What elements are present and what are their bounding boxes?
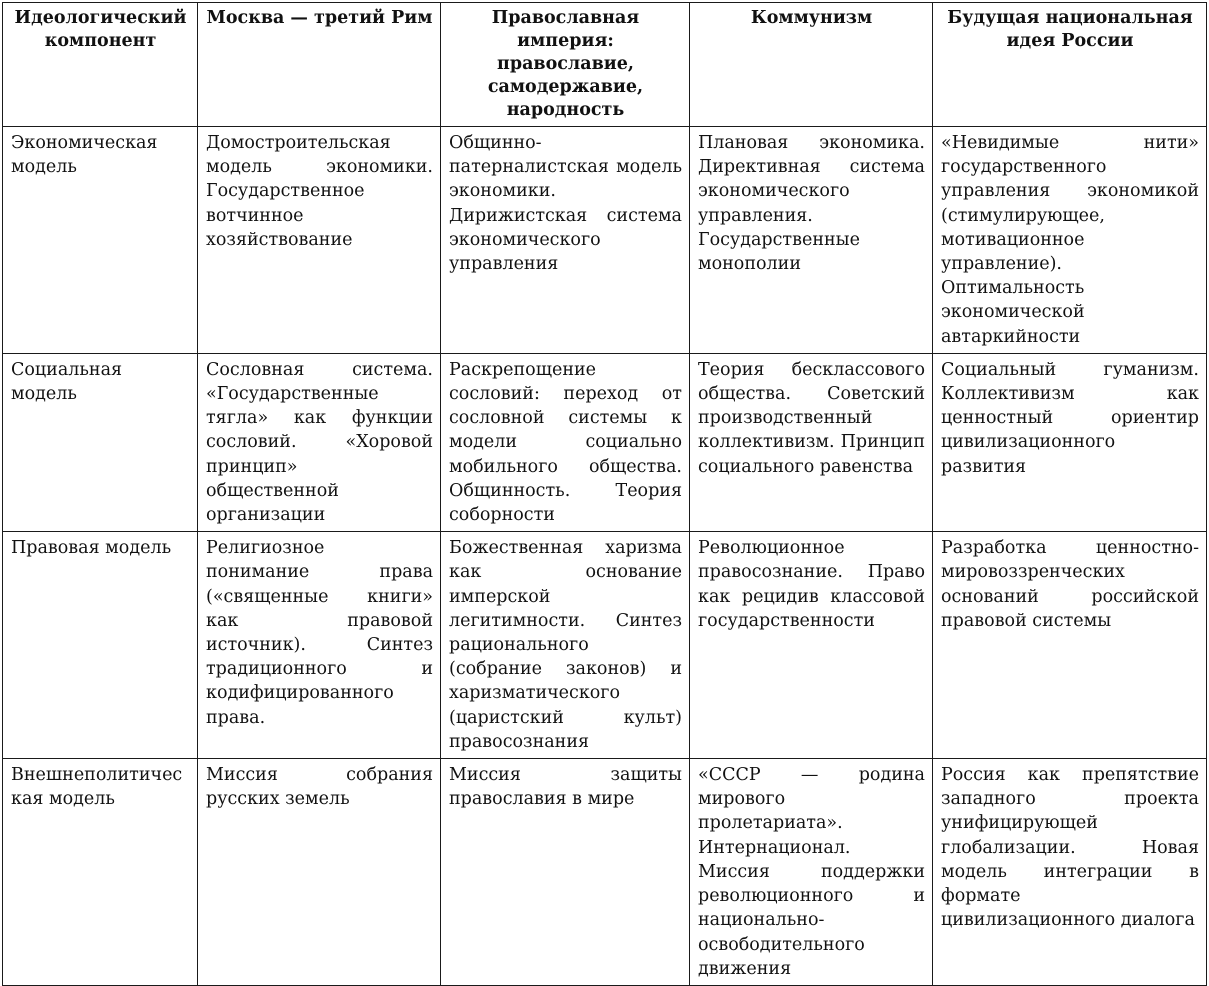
table-cell: Божественная харизма как основание имперской легитимности. Синтез рационального (собрание законов) и харизматического (царистский культ) правосознания: [441, 532, 690, 759]
ideology-comparison-table: [2, 2, 1207, 986]
table-cell: Общинно-патерналистская модель экономики. Дирижистская система экономического управления: [441, 127, 690, 354]
row-label: Экономическая модель: [3, 127, 198, 354]
table-row-social: [3, 353, 1207, 531]
table-row-legal: [3, 532, 1207, 759]
table-cell: Разработка ценностно-мировоззренческих оснований российской правовой системы: [933, 532, 1207, 759]
table-cell: Раскрепощение сословий: переход от сословной системы к модели социально мобильного общества. Общинность. Теория соборности: [441, 353, 690, 531]
table-cell: «СССР — родина мирового пролетариата». Интернационал. Миссия поддержки революционного и национально-освободительного движения: [690, 759, 933, 986]
table-cell: Сословная система. «Государственные тягла» как функции сословий. «Хоровой принцип» общественной организации: [198, 353, 441, 531]
table-cell: Религиозное понимание права («священные книги» как правовой источник). Синтез традиционного и кодифицированного права.: [198, 532, 441, 759]
table-cell: Миссия защиты православия в мире: [441, 759, 690, 986]
table-body: [3, 127, 1207, 986]
table-row-foreign-policy: [3, 759, 1207, 986]
table-cell: Россия как препятствие западного проекта унифицирующей глобализации. Новая модель интеграции в формате цивилизационного диалога: [933, 759, 1207, 986]
header-row: [3, 3, 1207, 127]
table-cell: Домостроительская модель экономики. Государственное вотчинное хозяйствование: [198, 127, 441, 354]
header-orthodox-empire: Православная империя: православие, самодержавие, народность: [441, 3, 690, 127]
row-label: Внешнеполитическая модель: [3, 759, 198, 986]
header-communism: Коммунизм: [690, 3, 933, 127]
table-cell: Теория бесклассового общества. Советский производственный коллективизм. Принцип социального равенства: [690, 353, 933, 531]
row-label: Социальная модель: [3, 353, 198, 531]
table-cell: «Невидимые нити» государственного управления экономикой (стимулирующее, мотивационное управление). Оптимальность экономической автаркийности: [933, 127, 1207, 354]
header-moscow-third-rome: Москва — третий Рим: [198, 3, 441, 127]
header-component: Идеологический компонент: [3, 3, 198, 127]
table-row-economic: [3, 127, 1207, 354]
header-future-national-idea: Будущая национальная идея России: [933, 3, 1207, 127]
table-cell: Плановая экономика. Директивная система экономического управления. Государственные монополии: [690, 127, 933, 354]
table-cell: Миссия собрания русских земель: [198, 759, 441, 986]
table-cell: Социальный гуманизм. Коллективизм как ценностный ориентир цивилизационного развития: [933, 353, 1207, 531]
table-header: [3, 3, 1207, 127]
row-label: Правовая модель: [3, 532, 198, 759]
table-cell: Революционное правосознание. Право как рецидив классовой государственности: [690, 532, 933, 759]
